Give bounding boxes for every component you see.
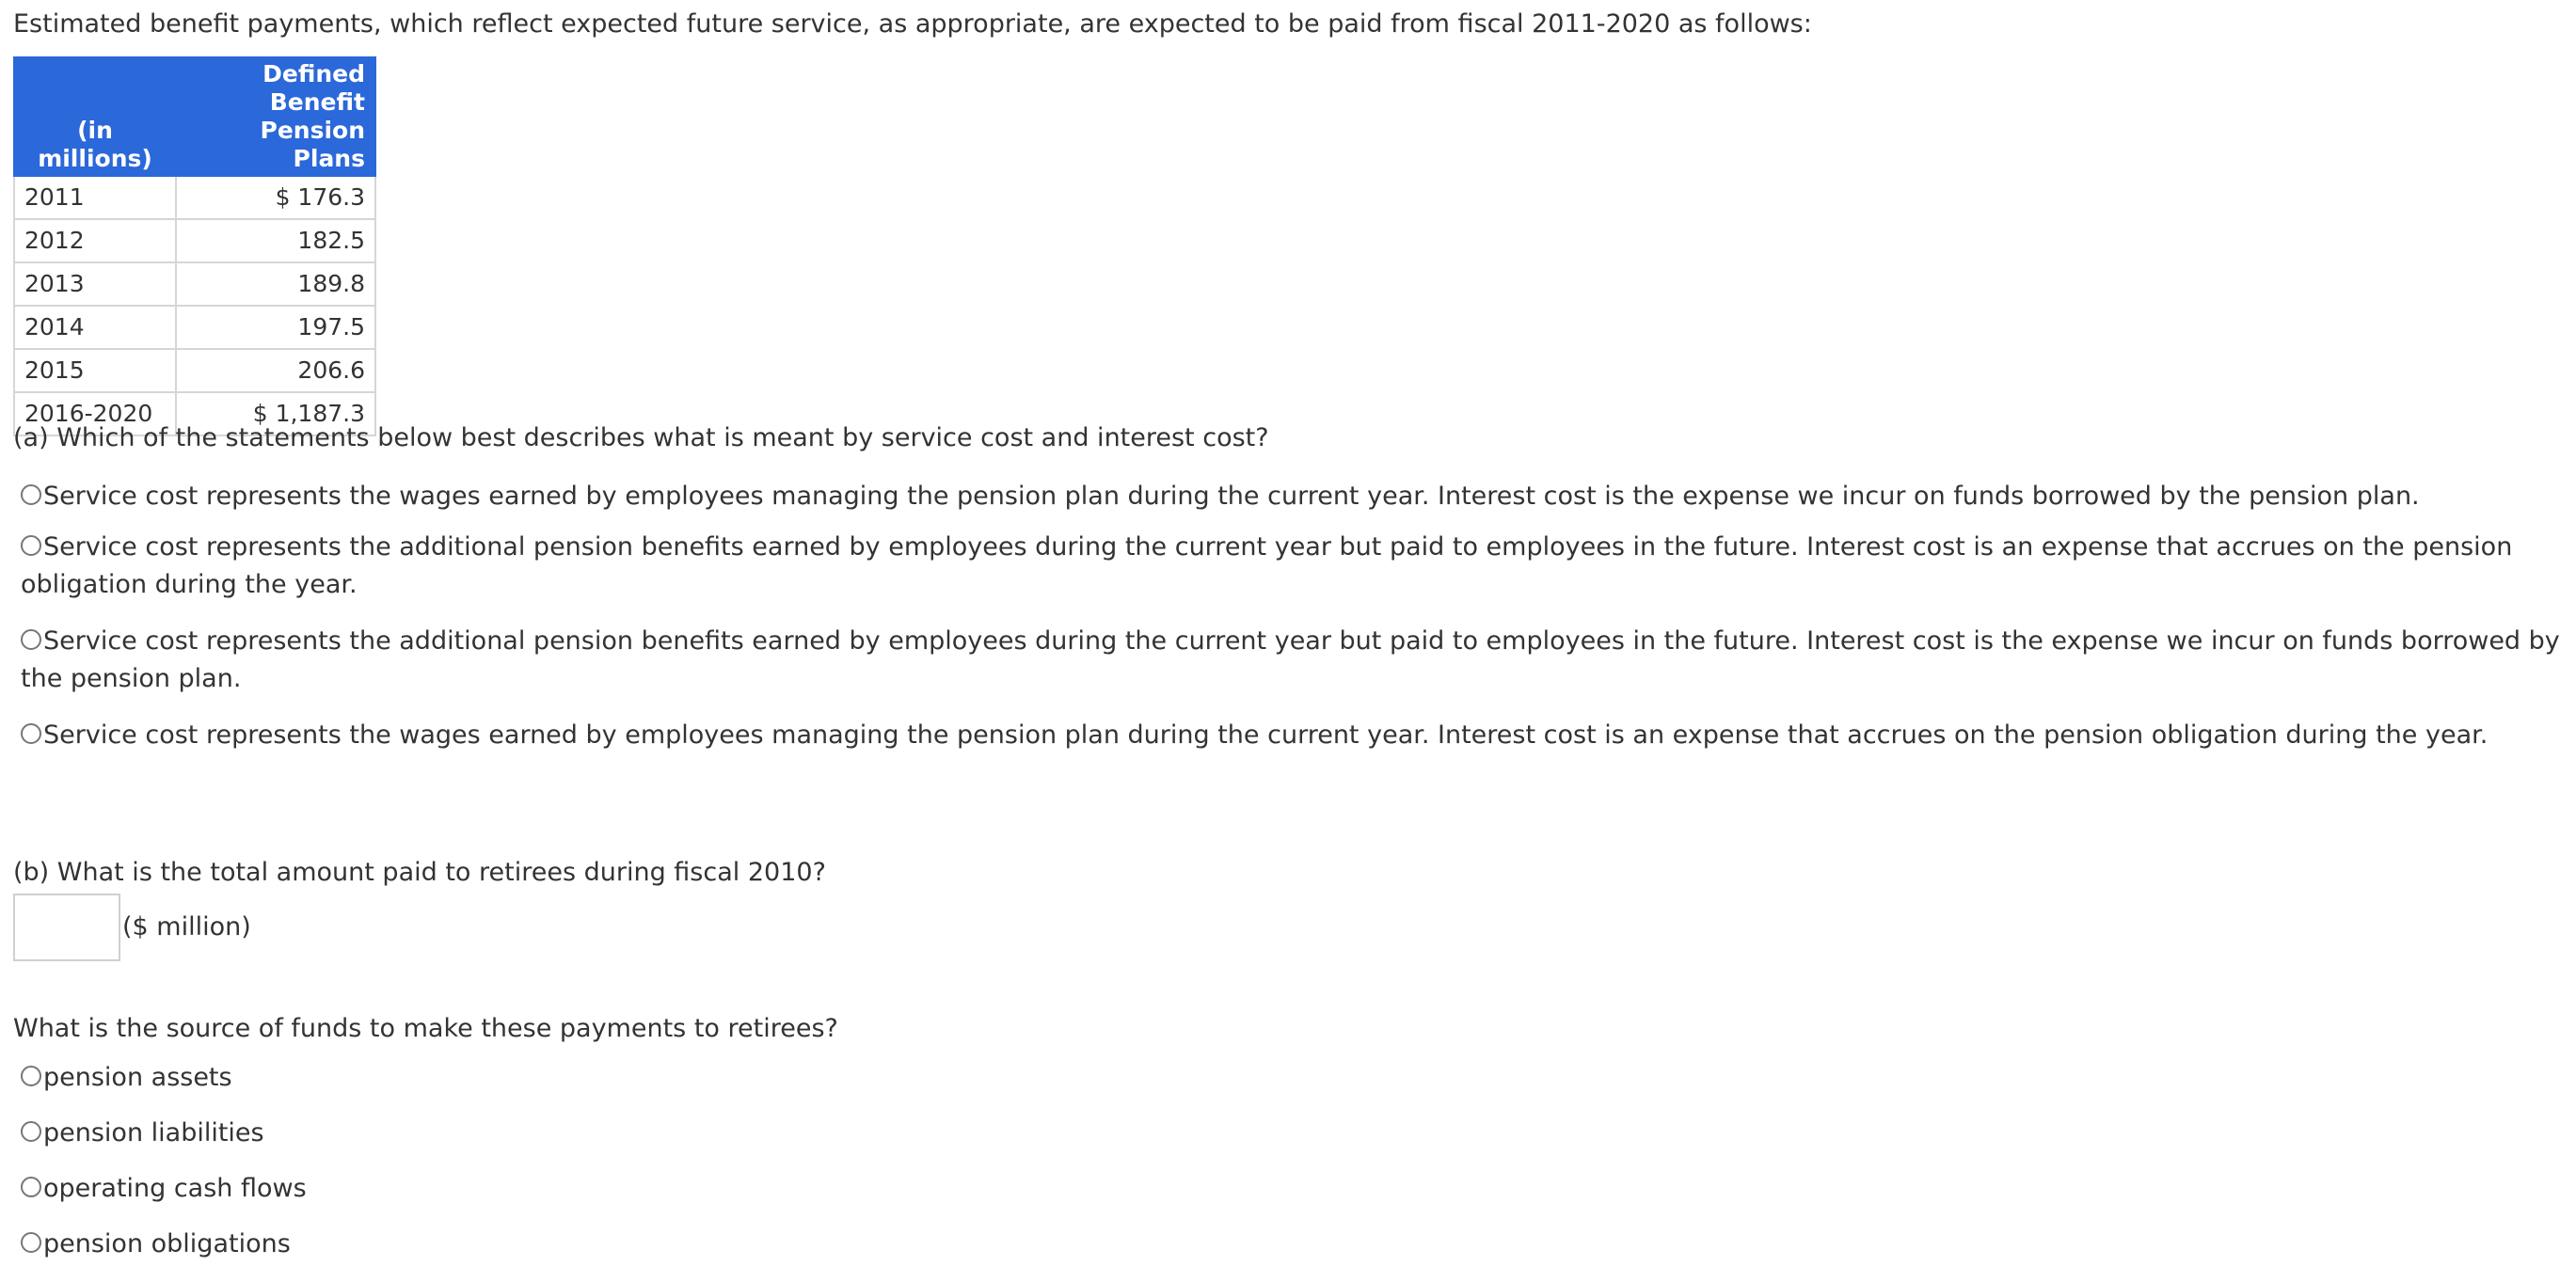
question-a-option-3[interactable] <box>21 623 2570 698</box>
question-c-options <box>21 1059 2570 1263</box>
table-row <box>14 176 375 219</box>
table-row <box>14 306 375 349</box>
row-amount: $ 1,187.3 <box>176 392 375 435</box>
question-a-option-2[interactable] <box>21 529 2570 604</box>
unit-label: ($ million) <box>122 912 251 942</box>
row-amount: 189.8 <box>176 262 375 306</box>
benefit-payments-table <box>13 56 376 436</box>
table-row <box>14 349 375 392</box>
table-row <box>14 219 375 262</box>
row-year: 2012 <box>14 219 176 262</box>
radio-button[interactable] <box>21 484 41 505</box>
question-c-prompt: What is the source of funds to make these payments to retirees? <box>13 1014 838 1043</box>
row-year: 2015 <box>14 349 176 392</box>
row-amount: 182.5 <box>176 219 375 262</box>
header-defined-benefit-pension-plans <box>176 57 375 176</box>
header-year-label: (in millions) <box>38 117 152 172</box>
question-a-option-1[interactable] <box>21 478 2570 515</box>
row-amount: 197.5 <box>176 306 375 349</box>
intro-text: Estimated benefit payments, which reflect expected future service, as appropriate, are expected to be paid from fiscal 2011-2020 as follows: <box>13 9 1812 39</box>
question-c-option-3[interactable] <box>21 1170 2570 1208</box>
question-c-option-4[interactable] <box>21 1226 2570 1263</box>
option-label: Service cost represents the additional pension benefits earned by employees during the current year but paid to employees in the future. Interest cost is an expense that accrues on the pension obligation during the year. <box>21 532 2513 599</box>
header-amount-line1: Defined Benefit <box>262 60 365 116</box>
radio-button[interactable] <box>21 1177 41 1197</box>
radio-button[interactable] <box>21 1232 41 1253</box>
row-year: 2013 <box>14 262 176 306</box>
option-label: operating cash flows <box>43 1174 307 1203</box>
radio-button[interactable] <box>21 723 41 744</box>
option-label: Service cost represents the wages earned by employees managing the pension plan during the current year. Interest cost is the expense we incur on funds borrowed by the pension plan. <box>43 482 2420 511</box>
question-b-prompt: (b) What is the total amount paid to retirees during fiscal 2010? <box>13 858 826 887</box>
question-a-options <box>21 478 2570 754</box>
row-amount: $ 176.3 <box>176 176 375 219</box>
option-label: Service cost represents the wages earned by employees managing the pension plan during the current year. Interest cost is an expense that accrues on the pension obligation during the year. <box>43 720 2489 750</box>
option-label: Service cost represents the additional pension benefits earned by employees during the current year but paid to employees in the future. Interest cost is the expense we incur on funds borrowed by the pension plan. <box>21 626 2560 693</box>
option-label: pension assets <box>43 1063 232 1092</box>
question-c-option-1[interactable] <box>21 1059 2570 1097</box>
header-in-millions <box>14 57 176 176</box>
row-amount: 206.6 <box>176 349 375 392</box>
radio-button[interactable] <box>21 629 41 650</box>
option-label: pension obligations <box>43 1229 291 1258</box>
table-header-row <box>14 57 375 176</box>
row-year: 2011 <box>14 176 176 219</box>
row-year: 2014 <box>14 306 176 349</box>
radio-button[interactable] <box>21 1121 41 1142</box>
radio-button[interactable] <box>21 1066 41 1086</box>
question-a-prompt: (a) Which of the statements below best describes what is meant by service cost and interest cost? <box>13 423 1269 452</box>
option-label: pension liabilities <box>43 1118 264 1147</box>
table-row <box>14 262 375 306</box>
amount-input[interactable] <box>13 894 120 961</box>
question-c-option-2[interactable] <box>21 1115 2570 1152</box>
radio-button[interactable] <box>21 535 41 556</box>
header-amount-line2: Pension Plans <box>260 117 365 172</box>
question-a-option-4[interactable] <box>21 717 2570 754</box>
row-year: 2016-2020 <box>14 392 176 435</box>
